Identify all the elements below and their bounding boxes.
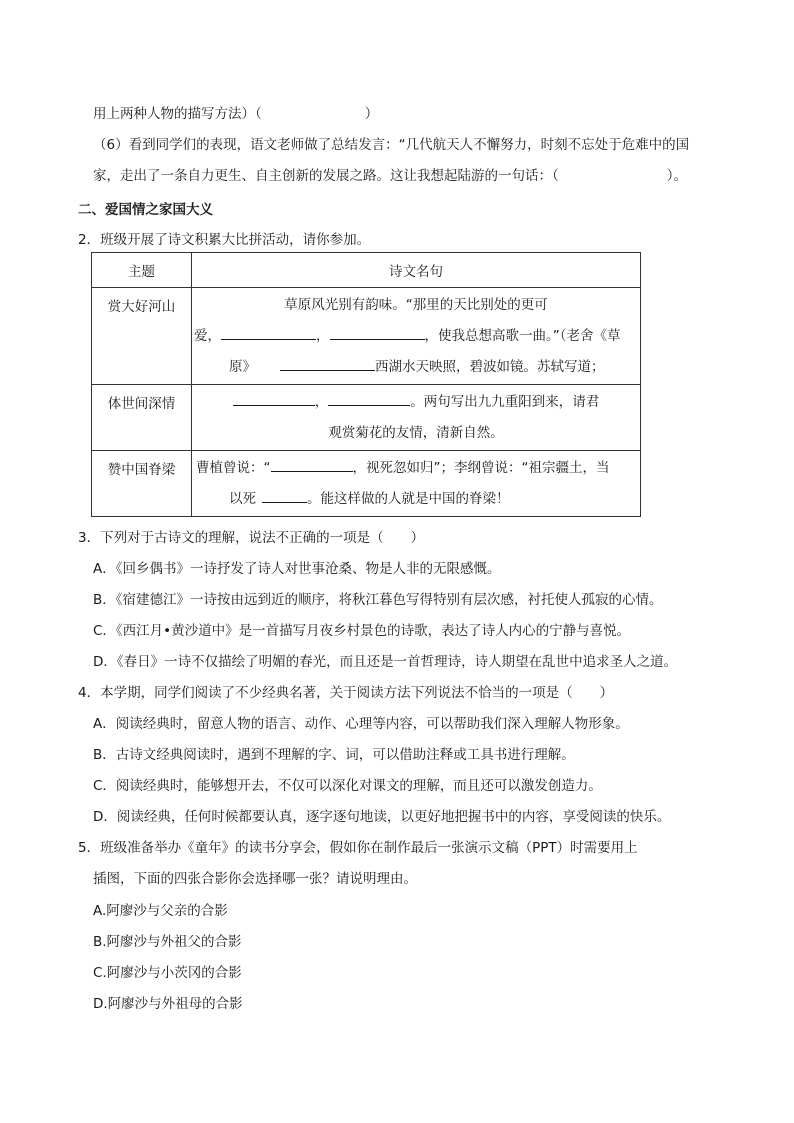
fill-blank[interactable]	[233, 393, 315, 406]
q4-option-b[interactable]: B．古诗文经典阅读时，遇到不理解的字、词，可以借助注释或工具书进行理解。	[93, 747, 575, 763]
theme-cell: 赞中国脊梁	[92, 451, 192, 517]
fill-blank[interactable]	[221, 327, 316, 340]
q6-line-1: （6）看到同学们的表现，语文老师做了总结发言：“几代航天人不懈努力，时刻不忘处于危难中的国	[93, 137, 690, 153]
poem-line: ， 。两句写出九九重阳到来，请君	[192, 387, 640, 418]
q5-option-b[interactable]: B.阿廖沙与外祖父的合影	[93, 934, 242, 950]
table-header-row	[92, 253, 641, 288]
q3-option-b[interactable]: B．《宿建德江》一诗按由远到近的顺序，将秋江暮色写得特别有层次感，衬托使人孤寂的心情。	[93, 592, 663, 608]
fill-blank[interactable]	[262, 490, 307, 503]
header-theme: 主题	[92, 253, 192, 288]
q6-line-2	[93, 164, 687, 184]
table-row	[92, 385, 641, 451]
q4-option-c[interactable]: C．阅读经典时，能够想开去，不仅可以深化对课文的理解，而且还可以激发创造力。	[93, 778, 602, 794]
fill-blank[interactable]	[330, 327, 425, 340]
poem-line: 原》 西湖水天映照，碧波如镜。苏轼写道；	[229, 359, 605, 375]
poem-cell	[192, 288, 641, 385]
q5-option-c[interactable]: C.阿廖沙与小茨冈的合影	[93, 965, 242, 981]
q4-stem: 4．本学期，同学们阅读了不少经典名著，关于阅读方法下列说法不恰当的一项是（ ）	[78, 685, 614, 701]
q3-stem: 3．下列对于古诗文的理解，说法不正确的一项是（ ）	[78, 530, 425, 546]
q6-line-2-close: ）。	[666, 168, 687, 184]
q2-stem: 2．班级开展了诗文积累大比拼活动，请你参加。	[78, 232, 371, 248]
section-2-title: 二、爱国情之家国大义	[78, 202, 213, 218]
q1-tail-text: 用上两种人物的描写方法）（	[93, 106, 262, 122]
fill-blank[interactable]	[271, 459, 353, 472]
fill-blank[interactable]	[280, 358, 375, 371]
table-row	[92, 288, 641, 385]
q3-option-c[interactable]: C．《西江月•黄沙道中》是一首描写月夜乡村景色的诗歌，表达了诗人内心的宁静与喜悦。	[93, 623, 631, 639]
q1-tail-line	[93, 102, 378, 122]
q4-option-a[interactable]: A．阅读经典时，留意人物的语言、动作、心理等内容，可以帮助我们深入理解人物形象。	[93, 716, 629, 732]
fill-blank[interactable]	[328, 393, 410, 406]
q5-stem-2: 插图，下面的四张合影你会选择哪一张？请说明理由。	[93, 871, 417, 887]
q6-line-2-text: 家，走出了一条自力更生、自主创新的发展之路。这让我想起陆游的一句话：（	[93, 168, 559, 184]
q5-stem-1: 5．班级准备举办《童年》的读书分享会，假如你在制作最后一张演示文稿（PPT）时需要用上	[78, 840, 638, 856]
poem-line: 爱， ， ，使我总想高歌一曲。”（老舍《草	[194, 328, 621, 344]
poem-line: 曹植曾说：“ ，视死忽如归”；李纲曾说：“祖宗疆土，当	[196, 460, 610, 476]
header-poems: 诗文名句	[192, 253, 641, 288]
q3-option-a[interactable]: A．《回乡偶书》一诗抒发了诗人对世事沧桑、物是人非的无限感慨。	[93, 561, 501, 577]
poem-line: 观赏菊花的友情，清新自然。	[328, 425, 504, 441]
table-row	[92, 451, 641, 517]
q5-option-d[interactable]: D.阿廖沙与外祖母的合影	[93, 996, 243, 1012]
q5-option-a[interactable]: A.阿廖沙与父亲的合影	[93, 903, 228, 919]
theme-cell: 赏大好河山	[92, 288, 192, 385]
q3-option-d[interactable]: D．《春日》一诗不仅描绘了明媚的春光，而且还是一首哲理诗，诗人期望在乱世中追求圣人之道。	[93, 654, 678, 670]
theme-cell: 体世间深情	[92, 385, 192, 451]
q4-option-d[interactable]: D．阅读经典，任何时候都要认真，逐字逐句地读，以更好地把握书中的内容，享受阅读的快乐。	[93, 809, 671, 825]
q1-tail-close: ）	[364, 106, 379, 122]
poem-cell	[192, 451, 641, 517]
poem-line: 草原风光别有韵味。“那里的天比别处的更可	[284, 297, 548, 313]
poem-line: 以死 。能这样做的人就是中国的脊梁！	[229, 491, 510, 507]
poem-cell	[192, 385, 641, 451]
poem-table	[91, 252, 641, 517]
